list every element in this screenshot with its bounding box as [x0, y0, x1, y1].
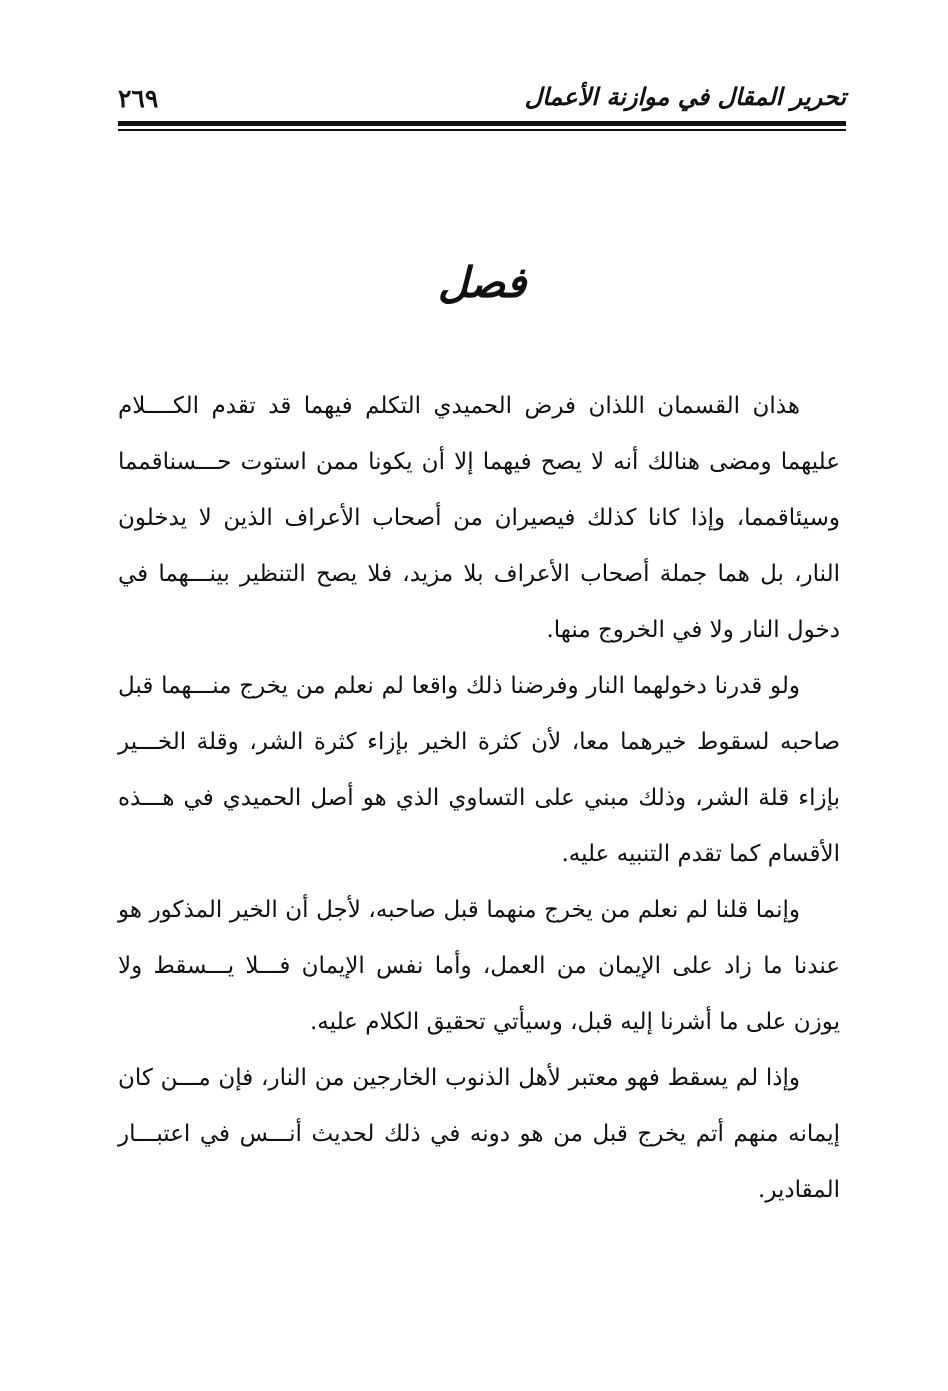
paragraph-2: ولو قدرنا دخولهما النار وفرضنا ذلك واقعا لم نعلم من يخرج منـــهما قبل صاحبه لسقوط خيرهما معا، لأن كثرة الخير بإزاء كثرة الشر، وقلة الخـــير بإزاء قلة الشر، وذلك مبني على التساوي الذي هو أصل الحميدي في هـــذه الأقسام كما تقدم التنبيه عليه.: [118, 673, 840, 867]
running-header: [118, 78, 846, 118]
body-text: [118, 378, 840, 1218]
header-rule-thin: [118, 129, 846, 131]
book-title: تحرير المقال في موازنة الأعمال: [524, 82, 846, 111]
paragraph-1: هذان القسمان اللذان فرض الحميدي التكلم فيهما قد تقدم الكــــلام عليهما ومضى هنالك أنه لا يصح فيهما إلا أن يكونا ممن استوت حـــسناقمما وسيئاقمما، وإذا كانا كذلك فيصيران من أصحاب الأعراف الذين لا يدخلون النار، بل هما جملة أصحاب الأعراف بلا مزيد، فلا يصح التنظير بينـــهما في دخول النار ولا في الخروج منها.: [118, 393, 840, 643]
paragraph-4: وإذا لم يسقط فهو معتبر لأهل الذنوب الخارجين من النار، فإن مـــن كان إيمانه منهم أتم يخرج قبل من هو دونه في ذلك لحديث أنـــس في اعتبـــار المقادير.: [118, 1065, 840, 1203]
section-heading: فصل: [437, 258, 527, 307]
header-rule-thick: [118, 121, 846, 126]
paragraph-3: وإنما قلنا لم نعلم من يخرج منهما قبل صاحبه، لأجل أن الخير المذكور هو عندنا ما زاد على الإيمان من العمل، وأما نفس الإيمان فـــلا يـــسقط ولا يوزن على ما أشرنا إليه قبل، وسيأتي تحقيق الكلام عليه.: [118, 897, 840, 1035]
page-number: ٢٦٩: [118, 84, 159, 113]
